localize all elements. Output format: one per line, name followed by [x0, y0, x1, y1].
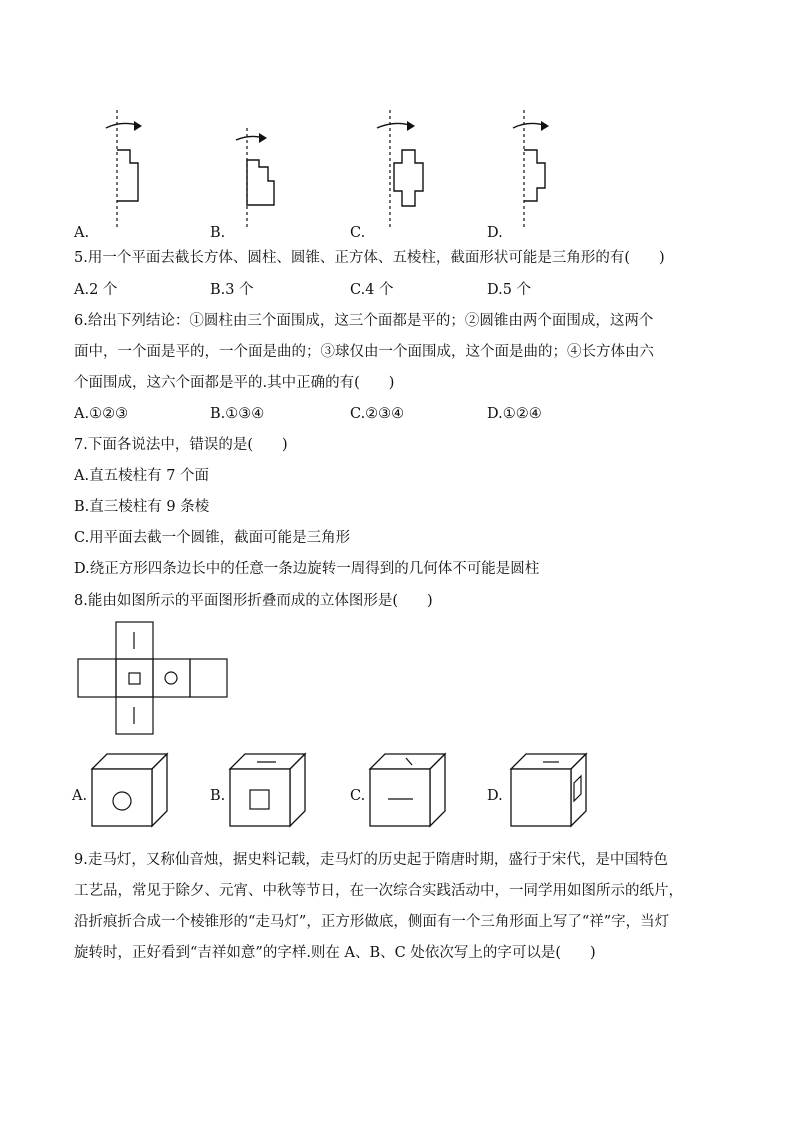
q6-option-b[interactable]: B.①③④ — [210, 406, 265, 422]
q6-stem-line-2: 面中，一个面是平的，一个面是曲的；③球仅由一个面围成，这个面是曲的；④长方体由六 — [74, 344, 654, 360]
q6-stem-line-1: 6.给出下列结论：①圆柱由三个面围成，这三个面都是平的；②圆锥由两个面围成，这两个 — [74, 313, 654, 329]
q4-figure-b — [232, 118, 312, 228]
q9-stem-line-2: 工艺品，常见于除夕、元宵、中秋等节日，在一次综合实践活动中，一同学用如图所示的纸片， — [74, 883, 683, 899]
q5-option-b[interactable]: B.3 个 — [210, 282, 254, 298]
q7-stem: 7.下面各说法中，错误的是( ) — [74, 437, 288, 453]
q4-label-a: A. — [74, 225, 90, 241]
q6-option-c[interactable]: C.②③④ — [350, 406, 405, 422]
q4-figure-a — [100, 108, 180, 228]
q8-stem: 8.能由如图所示的平面图形折叠而成的立体图形是( ) — [74, 593, 433, 609]
q5-option-a[interactable]: A.2 个 — [74, 282, 118, 298]
q8-option-c-label[interactable]: C. — [350, 788, 366, 804]
q9-stem-line-1: 9.走马灯，又称仙音烛，据史料记载，走马灯的历史起于隋唐时期，盛行于宋代，是中国特色 — [74, 852, 668, 868]
q8-option-a-cube[interactable] — [92, 754, 172, 834]
q8-option-d-label[interactable]: D. — [487, 788, 503, 804]
q6-stem-line-3: 个面围成，这六个面都是平的.其中正确的有( ) — [74, 375, 395, 391]
q5-option-c[interactable]: C.4 个 — [350, 282, 394, 298]
q8-option-c-cube[interactable] — [370, 754, 450, 834]
q8-net-figure — [78, 622, 238, 742]
q8-option-a-label[interactable]: A. — [72, 788, 88, 804]
q4-label-b: B. — [210, 225, 226, 241]
q4-label-c: C. — [350, 225, 366, 241]
q4-label-d: D. — [487, 225, 503, 241]
q8-option-d-cube[interactable] — [511, 754, 591, 834]
q7-option-b[interactable]: B.直三棱柱有 9 条棱 — [74, 499, 210, 515]
q9-stem-line-4: 旋转时，正好看到“吉祥如意”的字样.则在 A、B、C 处依次写上的字可以是( ) — [74, 945, 596, 961]
q9-stem-line-3: 沿折痕折合成一个棱锥形的“走马灯”，正方形做底，侧面有一个三角形面上写了“祥”字，当灯 — [74, 914, 670, 930]
q7-option-d[interactable]: D.绕正方形四条边长中的任意一条边旋转一周得到的几何体不可能是圆柱 — [74, 561, 540, 577]
q5-option-d[interactable]: D.5 个 — [487, 282, 532, 298]
q8-option-b-cube[interactable] — [230, 754, 310, 834]
q6-option-a[interactable]: A.①②③ — [74, 406, 129, 422]
q7-option-c[interactable]: C.用平面去截一个圆锥，截面可能是三角形 — [74, 530, 351, 546]
q5-stem: 5.用一个平面去截长方体、圆柱、圆锥、正方体、五棱柱，截面形状可能是三角形的有( ) — [74, 250, 665, 266]
q8-option-b-label[interactable]: B. — [210, 788, 226, 804]
q4-figure-d — [507, 108, 587, 228]
q6-option-d[interactable]: D.①②④ — [487, 406, 542, 422]
q4-figure-c — [373, 108, 453, 228]
q7-option-a[interactable]: A.直五棱柱有 7 个面 — [74, 468, 210, 484]
